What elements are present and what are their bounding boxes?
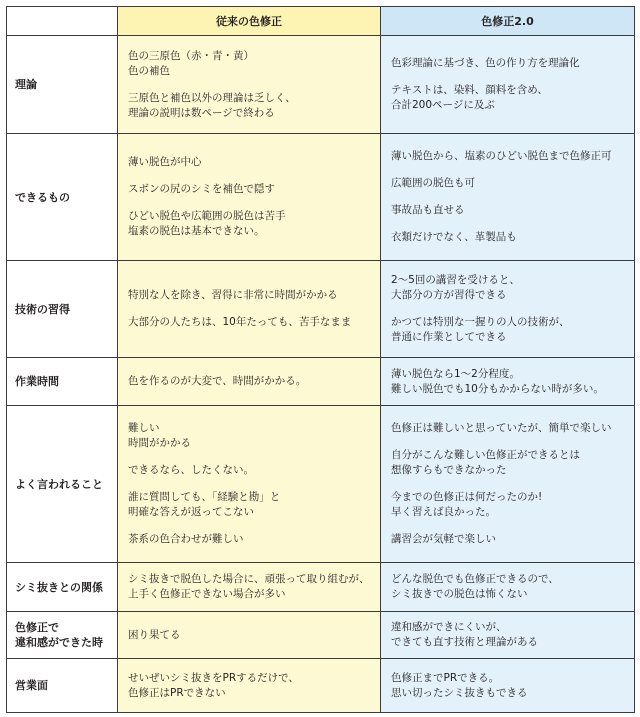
row-label bbox=[7, 563, 118, 612]
old-method-cell bbox=[118, 406, 381, 563]
cell-line: できるもの bbox=[15, 190, 70, 204]
cell-line: 違和感ができた時 bbox=[15, 636, 103, 649]
new-method-cell bbox=[381, 406, 635, 563]
row-label bbox=[7, 659, 118, 713]
cell-line: できても直す技術と理論がある bbox=[391, 636, 538, 648]
cell-line: 広範囲の脱色も可 bbox=[391, 177, 475, 189]
table-row bbox=[7, 563, 635, 612]
cell-paragraph bbox=[391, 671, 626, 701]
cell-line: かつては特別な一握りの人の技術が、 bbox=[391, 316, 570, 328]
cell-line: 上手く色修正できない場合が多い bbox=[128, 588, 286, 600]
row-label bbox=[7, 406, 118, 563]
header-row bbox=[7, 7, 635, 36]
cell-paragraph bbox=[391, 149, 626, 164]
cell-line: 大部分の人たちは、10年たっても、苦手なまま bbox=[128, 316, 352, 328]
cell-line: どんな脱色でも色修正できるので、 bbox=[391, 573, 559, 585]
cell-line: スボンの尻のシミを補色で隠す bbox=[128, 183, 275, 195]
cell-line: 普通に作業としてできる bbox=[391, 331, 507, 343]
header-corner-cell bbox=[7, 7, 118, 36]
cell-line: よく言われること bbox=[15, 477, 103, 491]
cell-paragraph bbox=[128, 374, 372, 389]
new-method-cell bbox=[381, 612, 635, 659]
cell-line: 薄い脱色が中心 bbox=[128, 156, 202, 168]
cell-line: 困り果てる bbox=[128, 628, 181, 641]
cell-line: 色修正で bbox=[15, 621, 59, 634]
cell-paragraph bbox=[391, 421, 626, 436]
cell-paragraph bbox=[391, 367, 626, 397]
cell-paragraph bbox=[391, 83, 626, 113]
old-method-cell bbox=[118, 358, 381, 406]
cell-paragraph bbox=[391, 315, 626, 345]
cell-line: 講習会が気軽で楽しい bbox=[391, 533, 496, 545]
cell-paragraph bbox=[128, 91, 372, 121]
new-method-cell bbox=[381, 134, 635, 261]
cell-line: 想像すらもできなかった bbox=[391, 464, 507, 476]
cell-paragraph bbox=[128, 288, 372, 303]
cell-line: シミ抜きで脱色した場合に、頑張って取り組むが、 bbox=[128, 573, 370, 585]
cell-line: 色修正はPRできない bbox=[128, 686, 226, 699]
cell-paragraph bbox=[128, 49, 372, 79]
old-method-cell bbox=[118, 36, 381, 134]
row-label bbox=[7, 358, 118, 406]
cell-paragraph bbox=[128, 532, 372, 547]
cell-paragraph bbox=[391, 176, 626, 191]
table-row bbox=[7, 358, 635, 406]
cell-line: 2～5回の講習を受けると、 bbox=[391, 274, 520, 286]
new-method-cell bbox=[381, 358, 635, 406]
cell-paragraph bbox=[128, 463, 372, 478]
cell-line: 技術の習得 bbox=[15, 302, 70, 316]
cell-line: 色の三原色（赤・青・黄） bbox=[128, 49, 254, 62]
cell-line: 色修正は難しいと思っていたが、簡単で楽しい bbox=[391, 422, 612, 434]
cell-line: 時間がかかる bbox=[128, 437, 191, 449]
cell-line: 大部分の方が習得できる bbox=[391, 289, 507, 301]
table-row bbox=[7, 134, 635, 261]
cell-line: ひどい脱色や広範囲の脱色は苦手 bbox=[128, 210, 286, 222]
row-label bbox=[7, 261, 118, 358]
cell-line: 色の補色 bbox=[128, 64, 170, 77]
cell-line: 塩素の脱色は基本できない。 bbox=[128, 225, 265, 237]
cell-line: シミ抜きでの脱色は怖くない bbox=[391, 588, 528, 600]
cell-paragraph bbox=[391, 56, 626, 71]
cell-line: 色修正までPRできる。 bbox=[391, 671, 500, 684]
header-old-method: 従来の色修正 bbox=[118, 7, 381, 36]
table-row bbox=[7, 406, 635, 563]
cell-line: 今までの色修正は何だったのか! bbox=[391, 491, 543, 503]
cell-paragraph bbox=[128, 628, 372, 643]
cell-line: 違和感ができにくいが、 bbox=[391, 621, 507, 633]
cell-paragraph bbox=[391, 572, 626, 602]
cell-line: 色を作るのが大変で、時間がかかる。 bbox=[128, 375, 307, 387]
cell-paragraph bbox=[391, 490, 626, 520]
cell-line: 難しい bbox=[128, 422, 160, 434]
cell-line: 営業面 bbox=[15, 679, 48, 692]
cell-line: できるなら、したくない。 bbox=[128, 464, 254, 476]
row-label bbox=[7, 612, 118, 659]
new-method-cell bbox=[381, 261, 635, 358]
cell-line: 理論 bbox=[15, 78, 37, 91]
cell-line: 思い切ったシミ抜きもできる bbox=[391, 686, 528, 699]
cell-line: 衣類だけでなく、革製品も bbox=[391, 231, 517, 243]
cell-paragraph bbox=[128, 315, 372, 330]
cell-paragraph bbox=[391, 448, 626, 478]
cell-line: せいぜいシミ抜きをPRするだけで、 bbox=[128, 671, 299, 684]
old-method-cell bbox=[118, 612, 381, 659]
cell-paragraph bbox=[128, 182, 372, 197]
new-method-cell bbox=[381, 36, 635, 134]
cell-line: 明確な答えが返ってこない bbox=[128, 506, 254, 518]
cell-line: 特別な人を除き、習得に非常に時間がかかる bbox=[128, 289, 338, 301]
cell-paragraph bbox=[128, 421, 372, 451]
new-method-cell bbox=[381, 659, 635, 713]
cell-paragraph bbox=[391, 230, 626, 245]
cell-line: 三原色と補色以外の理論は乏しく、 bbox=[128, 91, 296, 104]
cell-line: テキストは、染料、顔料を含め、 bbox=[391, 84, 548, 96]
cell-line: シミ抜きとの関係 bbox=[15, 580, 103, 594]
cell-line: 色彩理論に基づき、色の作り方を理論化 bbox=[391, 57, 580, 69]
comparison-table bbox=[6, 6, 635, 713]
cell-paragraph bbox=[128, 155, 372, 170]
cell-paragraph bbox=[128, 572, 372, 602]
cell-paragraph bbox=[128, 209, 372, 239]
row-label bbox=[7, 36, 118, 134]
table-row bbox=[7, 261, 635, 358]
cell-line: 事故品も直せる bbox=[391, 204, 465, 216]
cell-paragraph bbox=[128, 671, 372, 701]
header-new-method: 色修正2.0 bbox=[381, 7, 635, 36]
cell-line: 作業時間 bbox=[15, 375, 59, 388]
cell-line: 薄い脱色から、塩素のひどい脱色まで色修正可 bbox=[391, 150, 612, 162]
cell-paragraph bbox=[391, 532, 626, 547]
cell-line: 薄い脱色なら1～2分程度。 bbox=[391, 367, 520, 380]
cell-paragraph bbox=[128, 490, 372, 520]
cell-line: 理論の説明は数ページで終わる bbox=[128, 106, 275, 119]
old-method-cell bbox=[118, 659, 381, 713]
cell-paragraph bbox=[391, 273, 626, 303]
cell-line: 誰に質問しても、「経験と勘」と bbox=[128, 491, 281, 503]
cell-line: 合計200ページに及ぶ bbox=[391, 99, 495, 111]
cell-paragraph bbox=[391, 203, 626, 218]
row-label bbox=[7, 134, 118, 261]
cell-line: 茶系の色合わせが難しい bbox=[128, 533, 244, 545]
new-method-cell bbox=[381, 563, 635, 612]
table-row bbox=[7, 36, 635, 134]
cell-line: 早く習えば良かった。 bbox=[391, 506, 496, 518]
old-method-cell bbox=[118, 134, 381, 261]
cell-line: 自分がこんな難しい色修正ができるとは bbox=[391, 449, 580, 461]
cell-paragraph bbox=[391, 620, 626, 650]
cell-line: 難しい脱色でも10分もかからない時が多い。 bbox=[391, 382, 604, 395]
table-row bbox=[7, 612, 635, 659]
old-method-cell bbox=[118, 261, 381, 358]
table-row bbox=[7, 659, 635, 713]
old-method-cell bbox=[118, 563, 381, 612]
